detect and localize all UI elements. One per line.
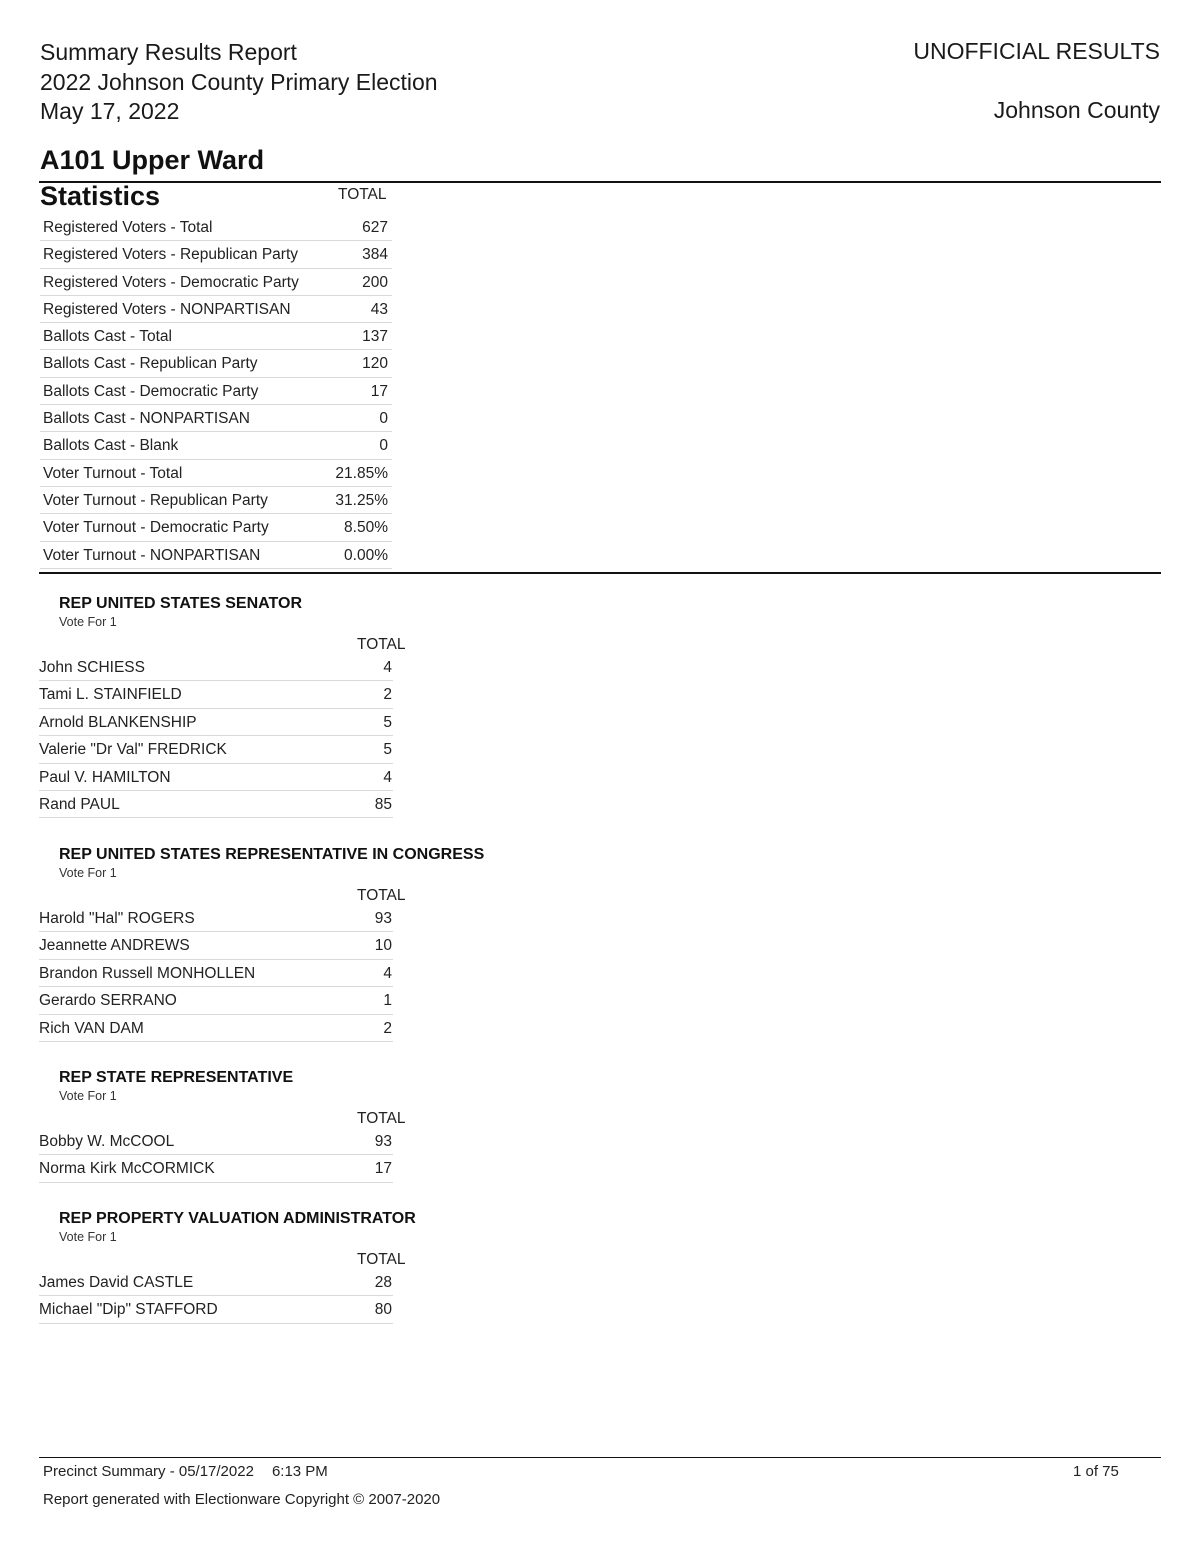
candidate-name: Norma Kirk McCORMICK xyxy=(39,1160,215,1178)
statistics-row xyxy=(40,241,392,268)
candidate-votes: 2 xyxy=(383,1019,392,1037)
contest-vote-for: Vote For 1 xyxy=(59,1089,117,1103)
candidate-list xyxy=(39,1128,393,1183)
contest-total-header: TOTAL xyxy=(357,1251,406,1268)
candidate-row xyxy=(39,764,393,791)
stat-label: Ballots Cast - Total xyxy=(43,328,172,346)
candidate-name: John SCHIESS xyxy=(39,659,145,676)
statistics-table xyxy=(40,214,392,569)
candidate-name: Arnold BLANKENSHIP xyxy=(39,713,197,731)
candidate-votes: 93 xyxy=(374,910,392,927)
candidate-votes: 10 xyxy=(374,937,392,955)
candidate-name: Valerie "Dr Val" FREDRICK xyxy=(39,741,227,759)
candidate-row xyxy=(39,905,393,932)
stat-label: Voter Turnout - Republican Party xyxy=(43,491,268,509)
statistics-row xyxy=(40,323,392,350)
candidate-name: Paul V. HAMILTON xyxy=(39,768,171,786)
candidate-name: Tami L. STAINFIELD xyxy=(39,686,182,704)
candidate-row xyxy=(39,654,393,681)
stat-value: 21.85% xyxy=(335,464,388,482)
jurisdiction: Johnson County xyxy=(993,97,1160,123)
candidate-votes: 80 xyxy=(374,1301,392,1319)
results-status: UNOFFICIAL RESULTS xyxy=(913,38,1160,64)
contest-vote-for: Vote For 1 xyxy=(59,866,117,880)
footer-time: 6:13 PM xyxy=(271,1463,328,1480)
footer-summary-label: Precinct Summary - 05/17/2022 xyxy=(43,1463,254,1480)
statistics-row xyxy=(40,405,392,432)
stat-label: Registered Voters - Republican Party xyxy=(43,246,299,264)
candidate-name: James David CASTLE xyxy=(39,1274,194,1291)
contest-title: REP PROPERTY VALUATION ADMINISTRATOR xyxy=(59,1210,416,1227)
candidate-votes: 4 xyxy=(383,659,392,676)
stat-value: 137 xyxy=(362,328,388,346)
candidate-row xyxy=(39,709,393,736)
statistics-heading: Statistics xyxy=(40,181,161,211)
stat-label: Ballots Cast - Blank xyxy=(43,437,179,455)
candidate-row xyxy=(39,1155,393,1182)
candidate-list xyxy=(39,1269,393,1324)
report-header xyxy=(40,38,438,127)
stat-value: 0 xyxy=(379,437,388,455)
candidate-name: Gerardo SERRANO xyxy=(39,992,177,1010)
footer-summary xyxy=(43,1463,328,1480)
candidate-list xyxy=(39,905,393,1042)
stat-label: Voter Turnout - NONPARTISAN xyxy=(43,546,261,564)
statistics-row xyxy=(40,269,392,296)
statistics-row xyxy=(40,350,392,377)
stat-label: Registered Voters - Democratic Party xyxy=(43,273,299,291)
statistics-total-header: TOTAL xyxy=(338,186,387,203)
stat-value: 120 xyxy=(362,355,388,373)
contest-total-header: TOTAL xyxy=(357,887,406,904)
statistics-row xyxy=(40,432,392,459)
stat-value: 0 xyxy=(379,410,388,428)
stat-label: Registered Voters - Total xyxy=(43,219,213,236)
candidate-name: Harold "Hal" ROGERS xyxy=(39,910,195,927)
candidate-name: Rich VAN DAM xyxy=(39,1019,144,1037)
precinct-divider xyxy=(39,181,1161,183)
stat-value: 8.50% xyxy=(344,519,388,537)
contest-vote-for: Vote For 1 xyxy=(59,1230,117,1244)
contest-title: REP UNITED STATES REPRESENTATIVE IN CONGRESS xyxy=(59,846,485,863)
stat-label: Ballots Cast - Democratic Party xyxy=(43,382,259,400)
stat-value: 200 xyxy=(362,273,388,291)
footer-generated: Report generated with Electionware Copyright © 2007-2020 xyxy=(43,1491,441,1508)
candidate-row xyxy=(39,1128,393,1155)
candidate-name: Jeannette ANDREWS xyxy=(39,937,190,955)
candidate-votes: 1 xyxy=(383,992,392,1010)
candidate-row xyxy=(39,1015,393,1042)
candidate-row xyxy=(39,987,393,1014)
candidate-votes: 2 xyxy=(383,686,392,704)
candidate-votes: 17 xyxy=(374,1160,392,1178)
statistics-row xyxy=(40,460,392,487)
election-date: May 17, 2022 xyxy=(40,98,180,124)
stat-value: 384 xyxy=(362,246,388,264)
contest-title: REP STATE REPRESENTATIVE xyxy=(59,1069,294,1086)
contest-total-header: TOTAL xyxy=(357,636,406,653)
statistics-row xyxy=(40,378,392,405)
candidate-name: Michael "Dip" STAFFORD xyxy=(39,1301,218,1319)
candidate-votes: 4 xyxy=(383,768,392,786)
stat-value: 17 xyxy=(370,382,388,400)
statistics-row xyxy=(40,487,392,514)
report-title: Summary Results Report xyxy=(40,39,297,65)
stat-value: 627 xyxy=(362,219,388,236)
stat-label: Ballots Cast - Republican Party xyxy=(43,355,258,373)
statistics-row xyxy=(40,214,392,241)
candidate-list xyxy=(39,654,393,818)
contest-title: REP UNITED STATES SENATOR xyxy=(59,595,302,612)
candidate-votes: 5 xyxy=(383,713,392,731)
candidate-row xyxy=(39,1269,393,1296)
candidate-name: Rand PAUL xyxy=(39,795,120,813)
statistics-divider xyxy=(39,572,1161,574)
stat-label: Ballots Cast - NONPARTISAN xyxy=(43,410,251,428)
stat-value: 31.25% xyxy=(335,491,388,509)
page-number: 1 of 75 xyxy=(1073,1463,1119,1480)
candidate-name: Bobby W. McCOOL xyxy=(39,1133,175,1150)
candidate-row xyxy=(39,1296,393,1323)
candidate-votes: 85 xyxy=(374,795,392,813)
stat-label: Voter Turnout - Total xyxy=(43,464,183,482)
statistics-row xyxy=(40,514,392,541)
statistics-row xyxy=(40,296,392,323)
candidate-row xyxy=(39,736,393,763)
contest-total-header: TOTAL xyxy=(357,1110,406,1127)
candidate-votes: 4 xyxy=(383,964,392,982)
candidate-row xyxy=(39,932,393,959)
election-name: 2022 Johnson County Primary Election xyxy=(40,68,438,95)
candidate-votes: 28 xyxy=(374,1274,392,1291)
candidate-row xyxy=(39,791,393,818)
precinct-title: A101 Upper Ward xyxy=(40,145,265,175)
statistics-row xyxy=(40,542,392,569)
contest-vote-for: Vote For 1 xyxy=(59,615,117,629)
candidate-row xyxy=(39,681,393,708)
stat-label: Voter Turnout - Democratic Party xyxy=(43,519,269,537)
stat-value: 0.00% xyxy=(344,546,388,564)
footer-divider xyxy=(39,1457,1161,1458)
candidate-votes: 5 xyxy=(383,741,392,759)
stat-label: Registered Voters - NONPARTISAN xyxy=(43,300,291,318)
candidate-name: Brandon Russell MONHOLLEN xyxy=(39,964,256,982)
candidate-votes: 93 xyxy=(374,1133,392,1150)
stat-value: 43 xyxy=(370,300,388,318)
candidate-row xyxy=(39,960,393,987)
